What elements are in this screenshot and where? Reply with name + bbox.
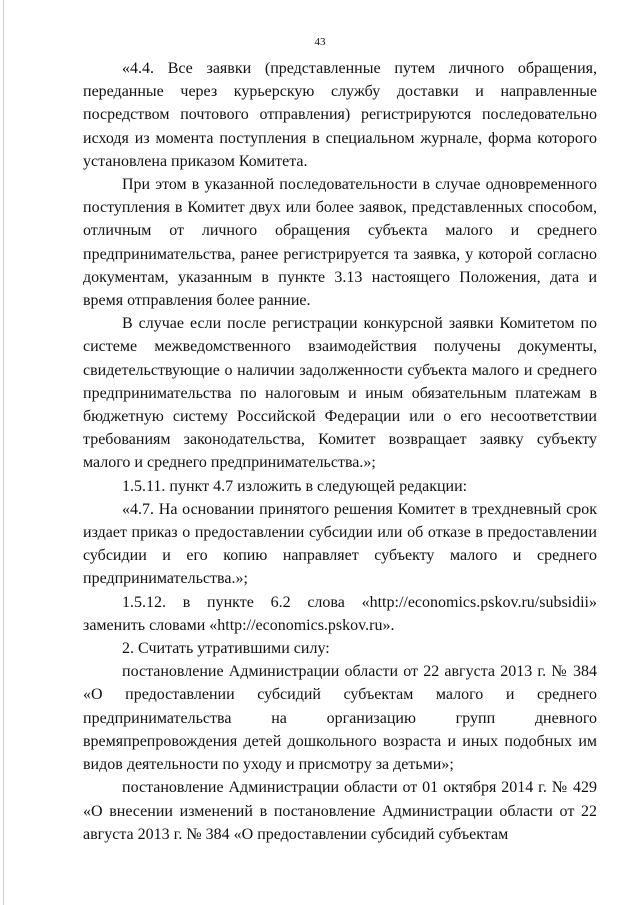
paragraph-repeal-heading: 2. Считать утратившими силу: <box>122 640 330 658</box>
paragraph-return-application: В случае если после регистрации конкурсной заявки Комитетом по системе межведомственного взаимодействия получены документы, свидетельствующие о наличии задолженности субъекта малого и среднего предпринимательства по налоговым и иным обязательным платежам в бюджетную систему Российской Федерации или о его несоответствии требованиям законодательства, Комитет возвращает заявку субъекту малого и среднего предпринимательства.»; <box>83 315 597 472</box>
page-number: 43 <box>314 36 326 48</box>
paragraph-registration-order: При этом в указанной последовательности в случае одновременного поступления в Комитет двух или более заявок, представленных способом, отличным от личного обращения субъекта малого и среднего предпринимательства, ранее регистрируется та заявка, у которой согласно документам, указанным в пункте 3.13 настоящего Положения, дата и время отправления более ранние. <box>83 176 597 310</box>
paragraph-1-5-12: 1.5.12. в пункте 6.2 слова «http://economics.pskov.ru/subsidii» заменить словами «http://economics.pskov.ru». <box>83 593 597 634</box>
paragraph-resolution-384: постановление Администрации области от 22 августа 2013 г. № 384 «О предоставлении субсидий субъектам малого и среднего предпринимательства на организацию групп дневного времяпрепровождения детей дошкольного возраста и иных подобных им видов деятельности по уходу и присмотру за детьми»; <box>83 663 597 774</box>
scan-edge-line <box>3 0 4 905</box>
paragraph-4-4: «4.4. Все заявки (представленные путем личного обращения, переданные через курьерскую службу доставки и направленные посредством почтового отправления) регистрируются последовательно исходя из момента поступления в специальном журнале, форма которого установлена приказом Комитета. <box>83 60 597 170</box>
paragraph-resolution-429: постановление Администрации области от 01 октября 2014 г. № 429 «О внесении изменений в постановление Администрации области от 22 августа 2013 г. № 384 «О предоставлении субсидий субъектам <box>83 779 597 843</box>
paragraph-4-7: «4.7. На основании принятого решения Комитет в трехдневный срок издает приказ о предоставлении субсидии или об отказе в предоставлении субсидии и его копию направляет субъекту малого и среднего предпринимательства.»; <box>83 500 597 588</box>
document-body <box>83 57 597 846</box>
paragraph-1-5-11: 1.5.11. пункт 4.7 изложить в следующей редакции: <box>122 477 468 495</box>
